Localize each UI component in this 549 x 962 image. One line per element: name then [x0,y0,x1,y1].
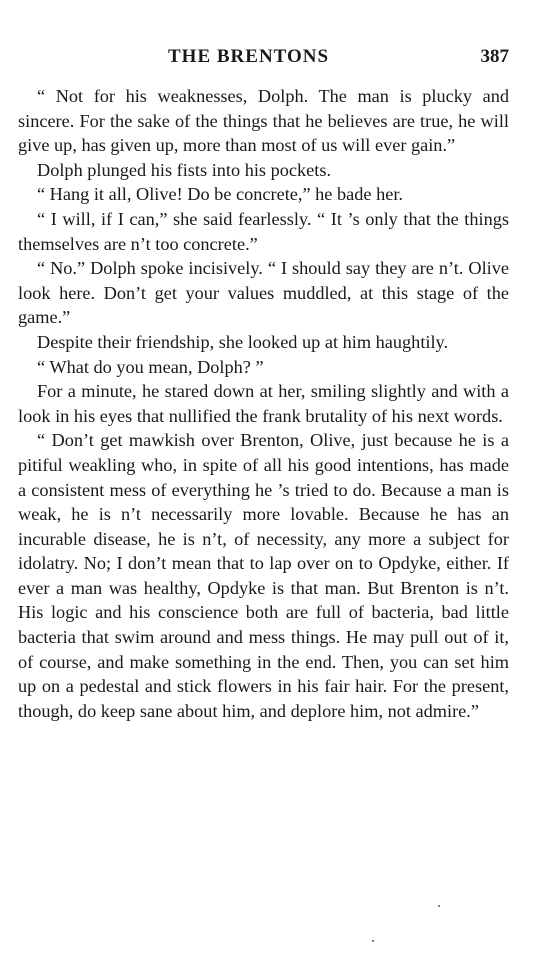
scan-speck [438,905,440,907]
paragraph: Despite their friendship, she looked up at him haughtily. [37,331,449,352]
running-title: THE BRENTONS [168,46,330,67]
paragraph: Dolph plunged his fists into his pockets. [37,159,332,180]
scan-speck [372,940,374,942]
paragraph: “ Don’t get mawkish over Brenton, Olive, just because he is a pitiful weakling who, in spite of all his good intentions, has made a consistent mess of everything he ’s tried to do. Because a man is weak, he is n’t necessarily more lovable. Because he has an incurable disease, he is n’t, of necessity, any more a subject for idolatry. No; I don’t mean that to lap over on to Opdyke, either. If ever a man was healthy, Opdyke is that man. But Brenton is n’t. His logic and his conscience both are full of bacteria, bad little bacteria that swim around and mess things. He may pull out of it, of course, and make something in the end. Then, you can set him up on a pedestal and stick flowers in his fair hair. For the present, though, do keep sane about him, and deplore him, not admire.” [18,430,509,721]
running-header [18,46,509,72]
paragraph: “ Hang it all, Olive! Do be concrete,” he bade her. [37,184,403,205]
paragraph: “ Not for his weaknesses, Dolph. The man is plucky and sincere. For the sake of the things that he believes are true, he will give up, has given up, more than most of us will ever gain.” [18,86,509,156]
paragraph: “ What do you mean, Dolph? ” [37,356,264,377]
body-text [18,84,509,723]
page-number: 387 [480,46,509,67]
paragraph: “ No.” Dolph spoke incisively. “ I should say they are n’t. Olive look here. Don’t get your values muddled, at this stage of the game.” [18,258,509,328]
paragraph: “ I will, if I can,” she said fearlessly. “ It ’s only that the things themselves are n’t too concrete.” [18,208,509,254]
paragraph: For a minute, he stared down at her, smiling slightly and with a look in his eyes that nullified the frank brutality of his next words. [18,381,509,426]
